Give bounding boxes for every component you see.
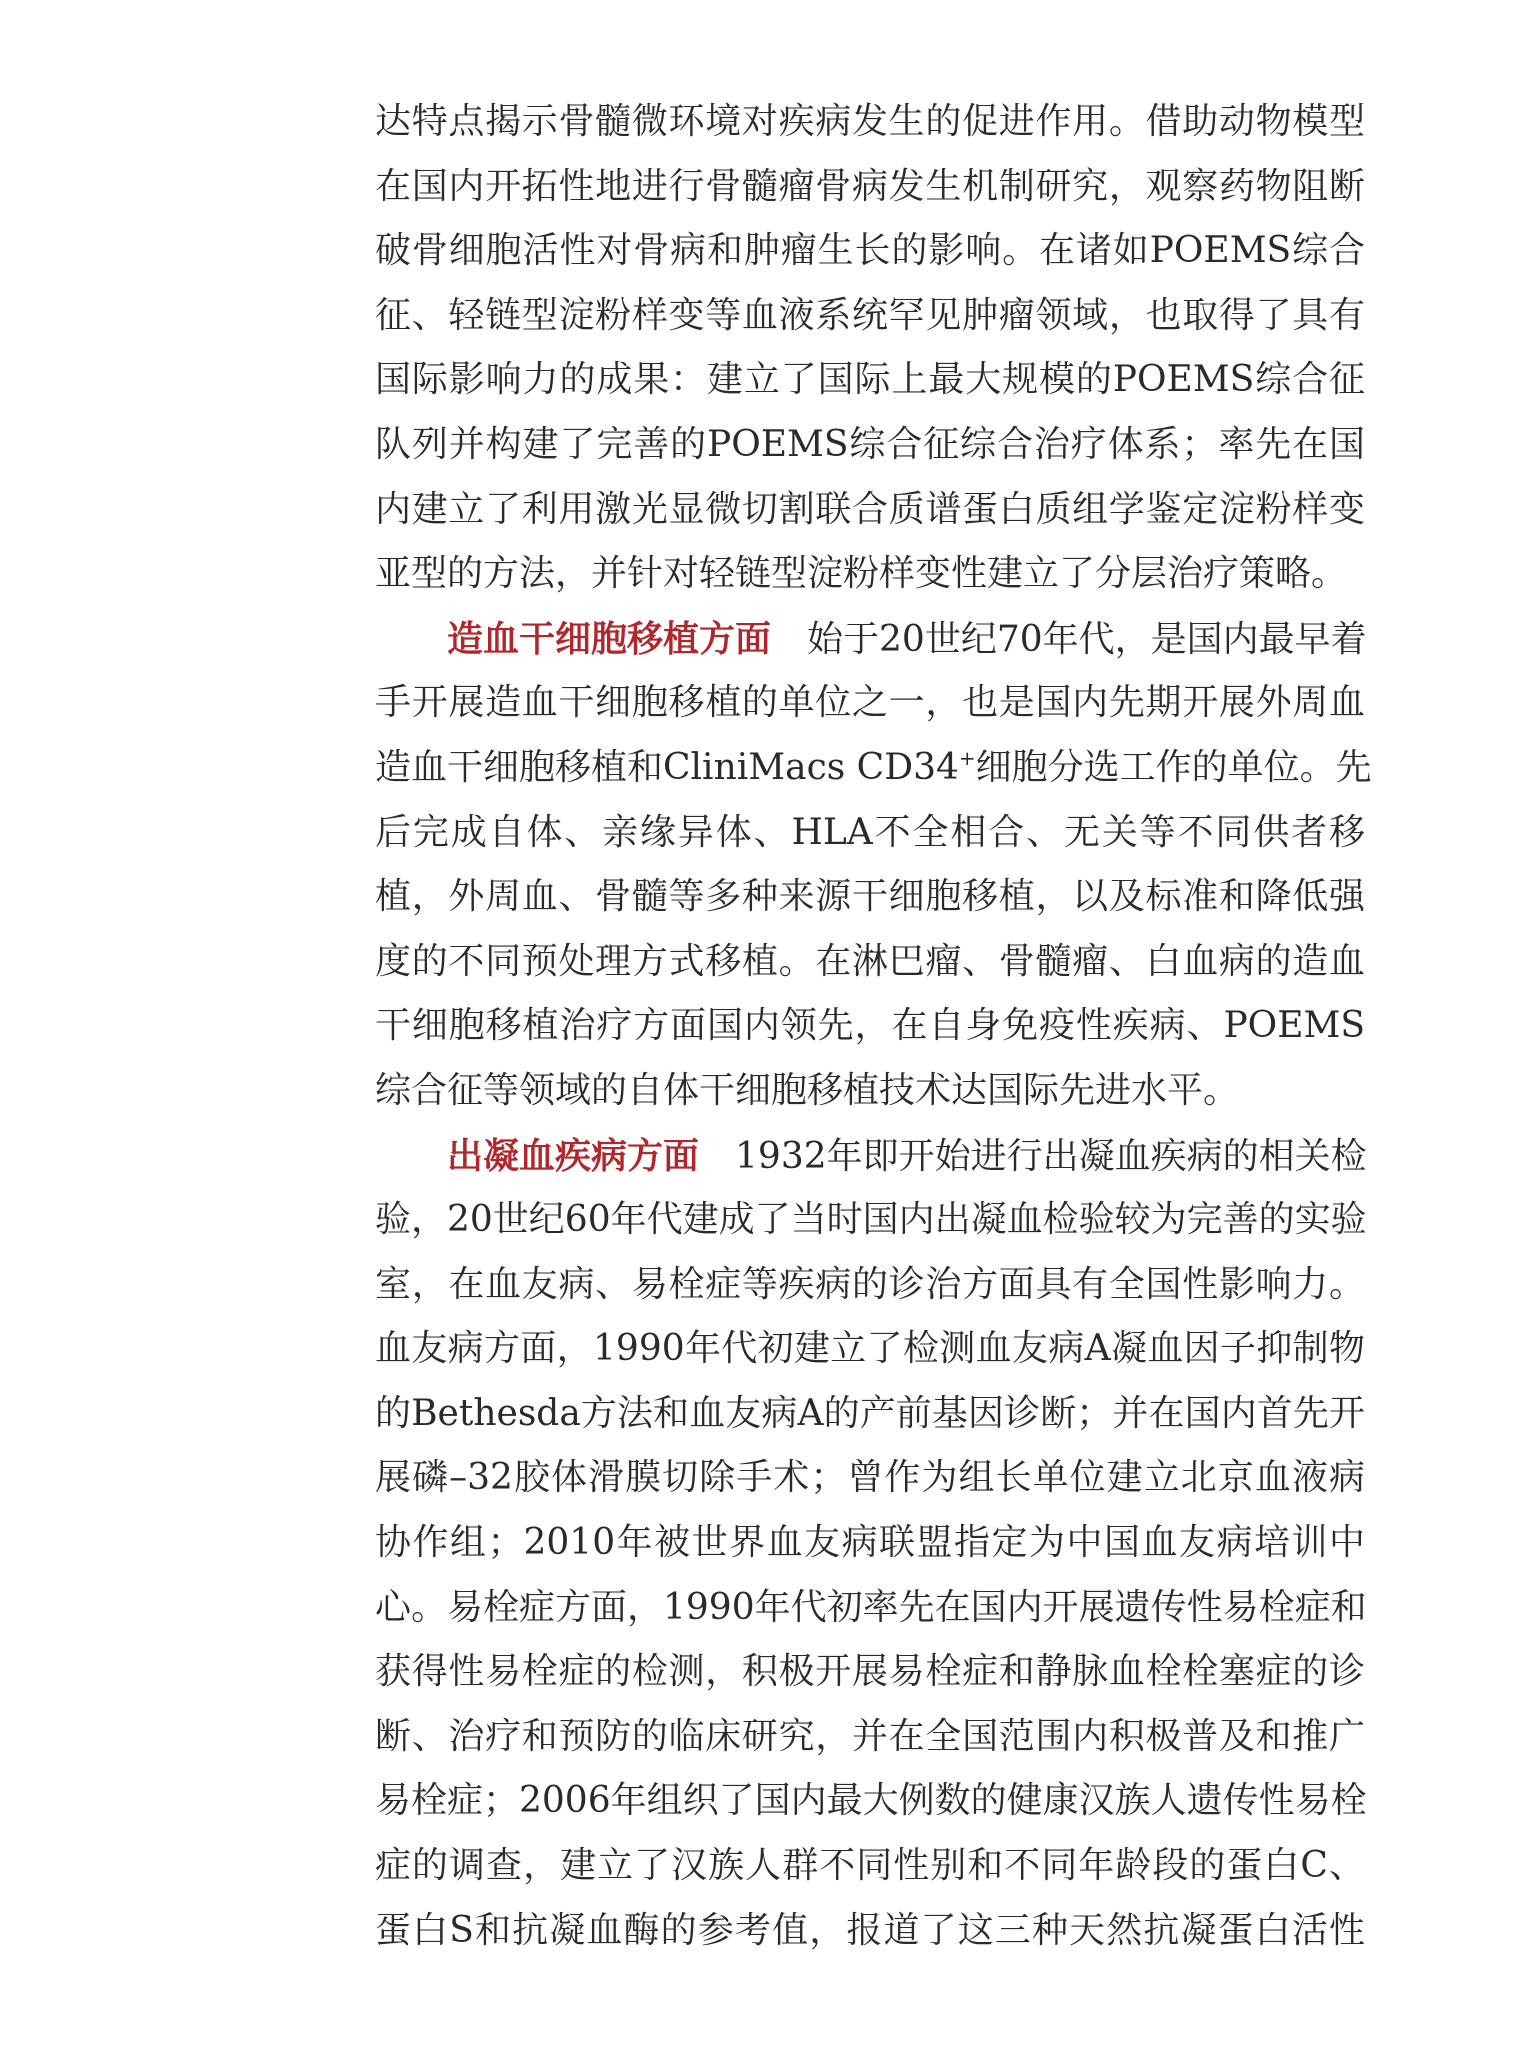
text-run: 1932年即开始进行出凝血疾病的相关检 — [735, 1135, 1367, 1177]
text-line: 达特点揭示骨髓微环境对疾病发生的促进作用。借助动物模型 — [375, 101, 1365, 142]
section-heading-coagulation: 出凝血疾病方面 — [447, 1134, 700, 1177]
text-line: 症的调查，建立了汉族人群不同性别和不同年龄段的蛋白C、 — [375, 1845, 1365, 1887]
text-line: 协作组；2010年被世界血友病联盟指定为中国血友病培训中 — [375, 1522, 1365, 1564]
text-line: 获得性易栓症的检测，积极开展易栓症和静脉血栓栓塞症的诊 — [375, 1651, 1365, 1693]
section-heading-stem-cell-transplant: 造血干细胞移植方面 — [447, 617, 772, 660]
text-line: 干细胞移植治疗方面国内领先，在自身免疫性疾病、POEMS — [375, 1005, 1365, 1047]
text-line — [375, 1124, 1365, 1189]
superscript: + — [958, 745, 976, 770]
text-line: 验，20世纪60年代建成了当时国内出凝血检验较为完善的实验 — [375, 1199, 1367, 1241]
text-line: 队列并构建了完善的POEMS综合征综合治疗体系；率先在国 — [375, 423, 1365, 465]
text-line: 国际影响力的成果：建立了国际上最大规模的POEMS综合征 — [375, 359, 1365, 401]
text-line: 度的不同预处理方式移植。在淋巴瘤、骨髓瘤、白血病的造血 — [375, 940, 1365, 982]
text-line — [375, 607, 1365, 672]
text-line: 心。易栓症方面，1990年代初率先在国内开展遗传性易栓症和 — [375, 1586, 1367, 1628]
document-page — [375, 90, 1372, 1963]
text-line: 展磷–32胶体滑膜切除手术；曾作为组长单位建立北京血液病 — [375, 1457, 1365, 1499]
paragraph-2 — [375, 607, 1372, 1124]
paragraph-3 — [375, 1124, 1365, 1964]
text-run: 造血干细胞移植和CliniMacs CD34 — [375, 746, 959, 788]
text-line: 综合征等领域的自体干细胞移植技术达国际先进水平。 — [375, 1069, 1240, 1111]
text-line: 血友病方面，1990年代初建立了检测血友病A凝血因子抑制物 — [375, 1328, 1365, 1370]
text-line: 植，外周血、骨髓等多种来源干细胞移植，以及标准和降低强 — [375, 876, 1365, 918]
text-line: 断、治疗和预防的临床研究，并在全国范围内积极普及和推广 — [375, 1715, 1365, 1757]
text-line: 在国内开拓性地进行骨髓瘤骨病发生机制研究，观察药物阻断 — [375, 165, 1365, 207]
text-line: 内建立了利用激光显微切割联合质谱蛋白质组学鉴定淀粉样变 — [375, 488, 1365, 530]
text-line: 亚型的方法，并针对轻链型淀粉样变性建立了分层治疗策略。 — [375, 553, 1348, 595]
text-line: 室，在血友病、易栓症等疾病的诊治方面具有全国性影响力。 — [375, 1263, 1365, 1305]
text-line: 蛋白S和抗凝血酶的参考值，报道了这三种天然抗凝蛋白活性 — [375, 1909, 1365, 1951]
text-line: 后完成自体、亲缘异体、HLA不全相合、无关等不同供者移 — [375, 811, 1365, 853]
text-line: 的Bethesda方法和血友病A的产前基因诊断；并在国内首先开 — [375, 1392, 1365, 1434]
text-line: 手开展造血干细胞移植的单位之一，也是国内先期开展外周血 — [375, 682, 1365, 724]
paragraph-1 — [375, 90, 1365, 607]
text-line: 破骨细胞活性对骨病和肿瘤生长的影响。在诸如POEMS综合 — [375, 230, 1365, 272]
text-line: 征、轻链型淀粉样变等血液系统罕见肿瘤领域，也取得了具有 — [375, 294, 1365, 336]
text-line — [375, 736, 1372, 801]
text-run: 始于20世纪70年代，是国内最早着 — [807, 618, 1367, 660]
text-line: 易栓症；2006年组织了国内最大例数的健康汉族人遗传性易栓 — [375, 1780, 1367, 1822]
text-run: 细胞分选工作的单位。先 — [975, 746, 1372, 788]
